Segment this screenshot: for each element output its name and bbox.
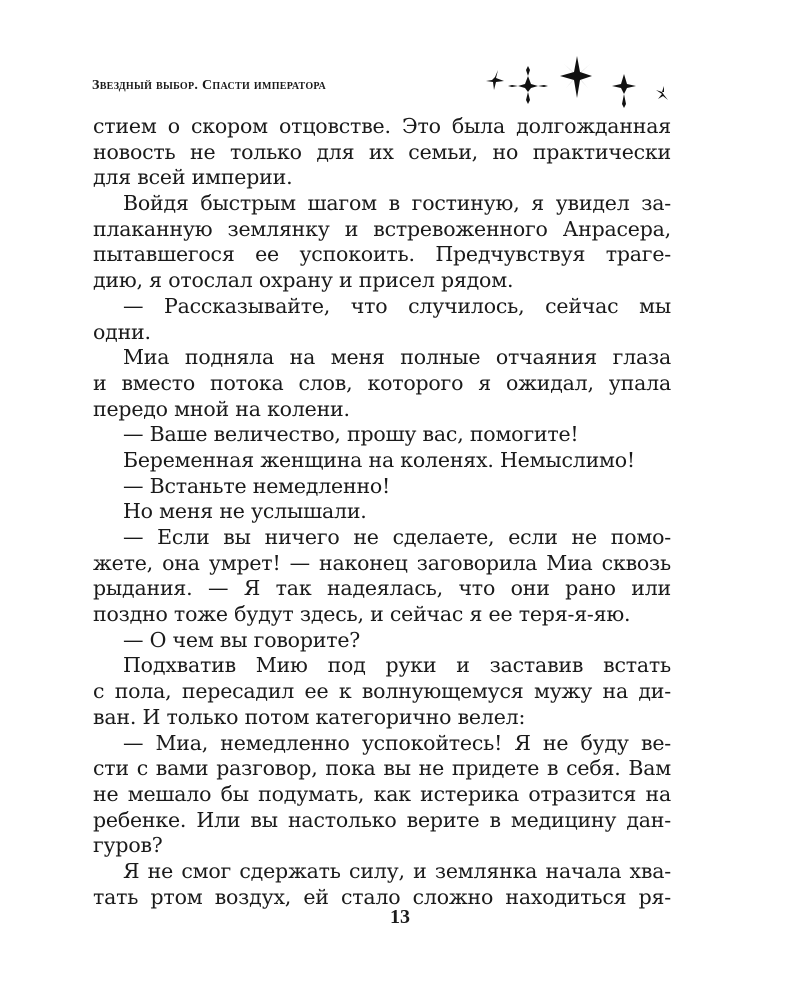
text-line: — Миа, немедленно успокойтесь! Я не буду ве-	[123, 730, 671, 755]
stars-ornament-icon	[478, 52, 678, 112]
text-line: — Если вы ничего не сделаете, если не помо-	[123, 525, 671, 549]
text-line: стием о скором отцовстве. Это была долгожданная	[93, 114, 671, 138]
page-number: 13	[390, 906, 410, 928]
text-line: Миа подняла на меня полные отчаяния глаза	[123, 345, 671, 370]
text-line: передо мной на колени.	[93, 396, 350, 421]
body-text	[93, 114, 671, 910]
text-line: и вместо потока слов, которого я ожидал, упала	[93, 370, 671, 395]
text-line: с пола, пересадил ее к волнующемуся мужу на ди-	[93, 679, 671, 704]
text-line: — Ваше величество, прошу вас, помогите!	[123, 422, 579, 447]
text-line: — Рассказывайте, что случилось, сейчас мы	[123, 293, 671, 318]
text-line: дию, я отослал охрану и присел рядом.	[93, 268, 514, 293]
text-line: поздно тоже будут здесь, и сейчас я ее теря-я-яю.	[93, 602, 631, 627]
text-line: рыдания. — Я так надеялась, что они рано или	[93, 576, 671, 601]
text-line: сти с вами разговор, пока вы не придете в себя. Вам	[93, 756, 671, 781]
text-line: пытавшегося ее успокоить. Предчувствуя траге-	[93, 242, 671, 267]
text-line: ван. И только потом категорично велел:	[93, 704, 526, 729]
text-line: Войдя быстрым шагом в гостиную, я увидел за-	[123, 191, 671, 216]
text-line: новость не только для их семьи, но практически	[93, 139, 671, 164]
text-line: плаканную землянку и встревоженного Анрасера,	[93, 216, 671, 241]
text-line: для всей империи.	[93, 165, 293, 190]
text-line: Подхватив Мию под руки и заставив встать	[123, 653, 671, 678]
text-line: ребенке. Или вы настолько верите в медицину дан-	[93, 807, 671, 832]
running-header: Звездный выбор. Спасти императора	[92, 78, 327, 93]
text-line: — О чем вы говорите?	[123, 627, 361, 652]
text-line: Но меня не услышали.	[123, 499, 367, 524]
text-line: гуров?	[93, 833, 163, 858]
text-line: жете, она умрет! — наконец заговорила Миа сквозь	[93, 550, 671, 575]
text-line: Беременная женщина на коленях. Немыслимо!	[123, 447, 635, 472]
text-line: не мешало бы подумать, как истерика отразится на	[93, 781, 671, 806]
text-line: — Встаньте немедленно!	[123, 473, 391, 498]
text-line: одни.	[93, 319, 151, 344]
text-line: тать ртом воздух, ей стало сложно находиться ря-	[93, 884, 671, 909]
text-line: Я не смог сдержать силу, и землянка начала хва-	[123, 858, 671, 883]
